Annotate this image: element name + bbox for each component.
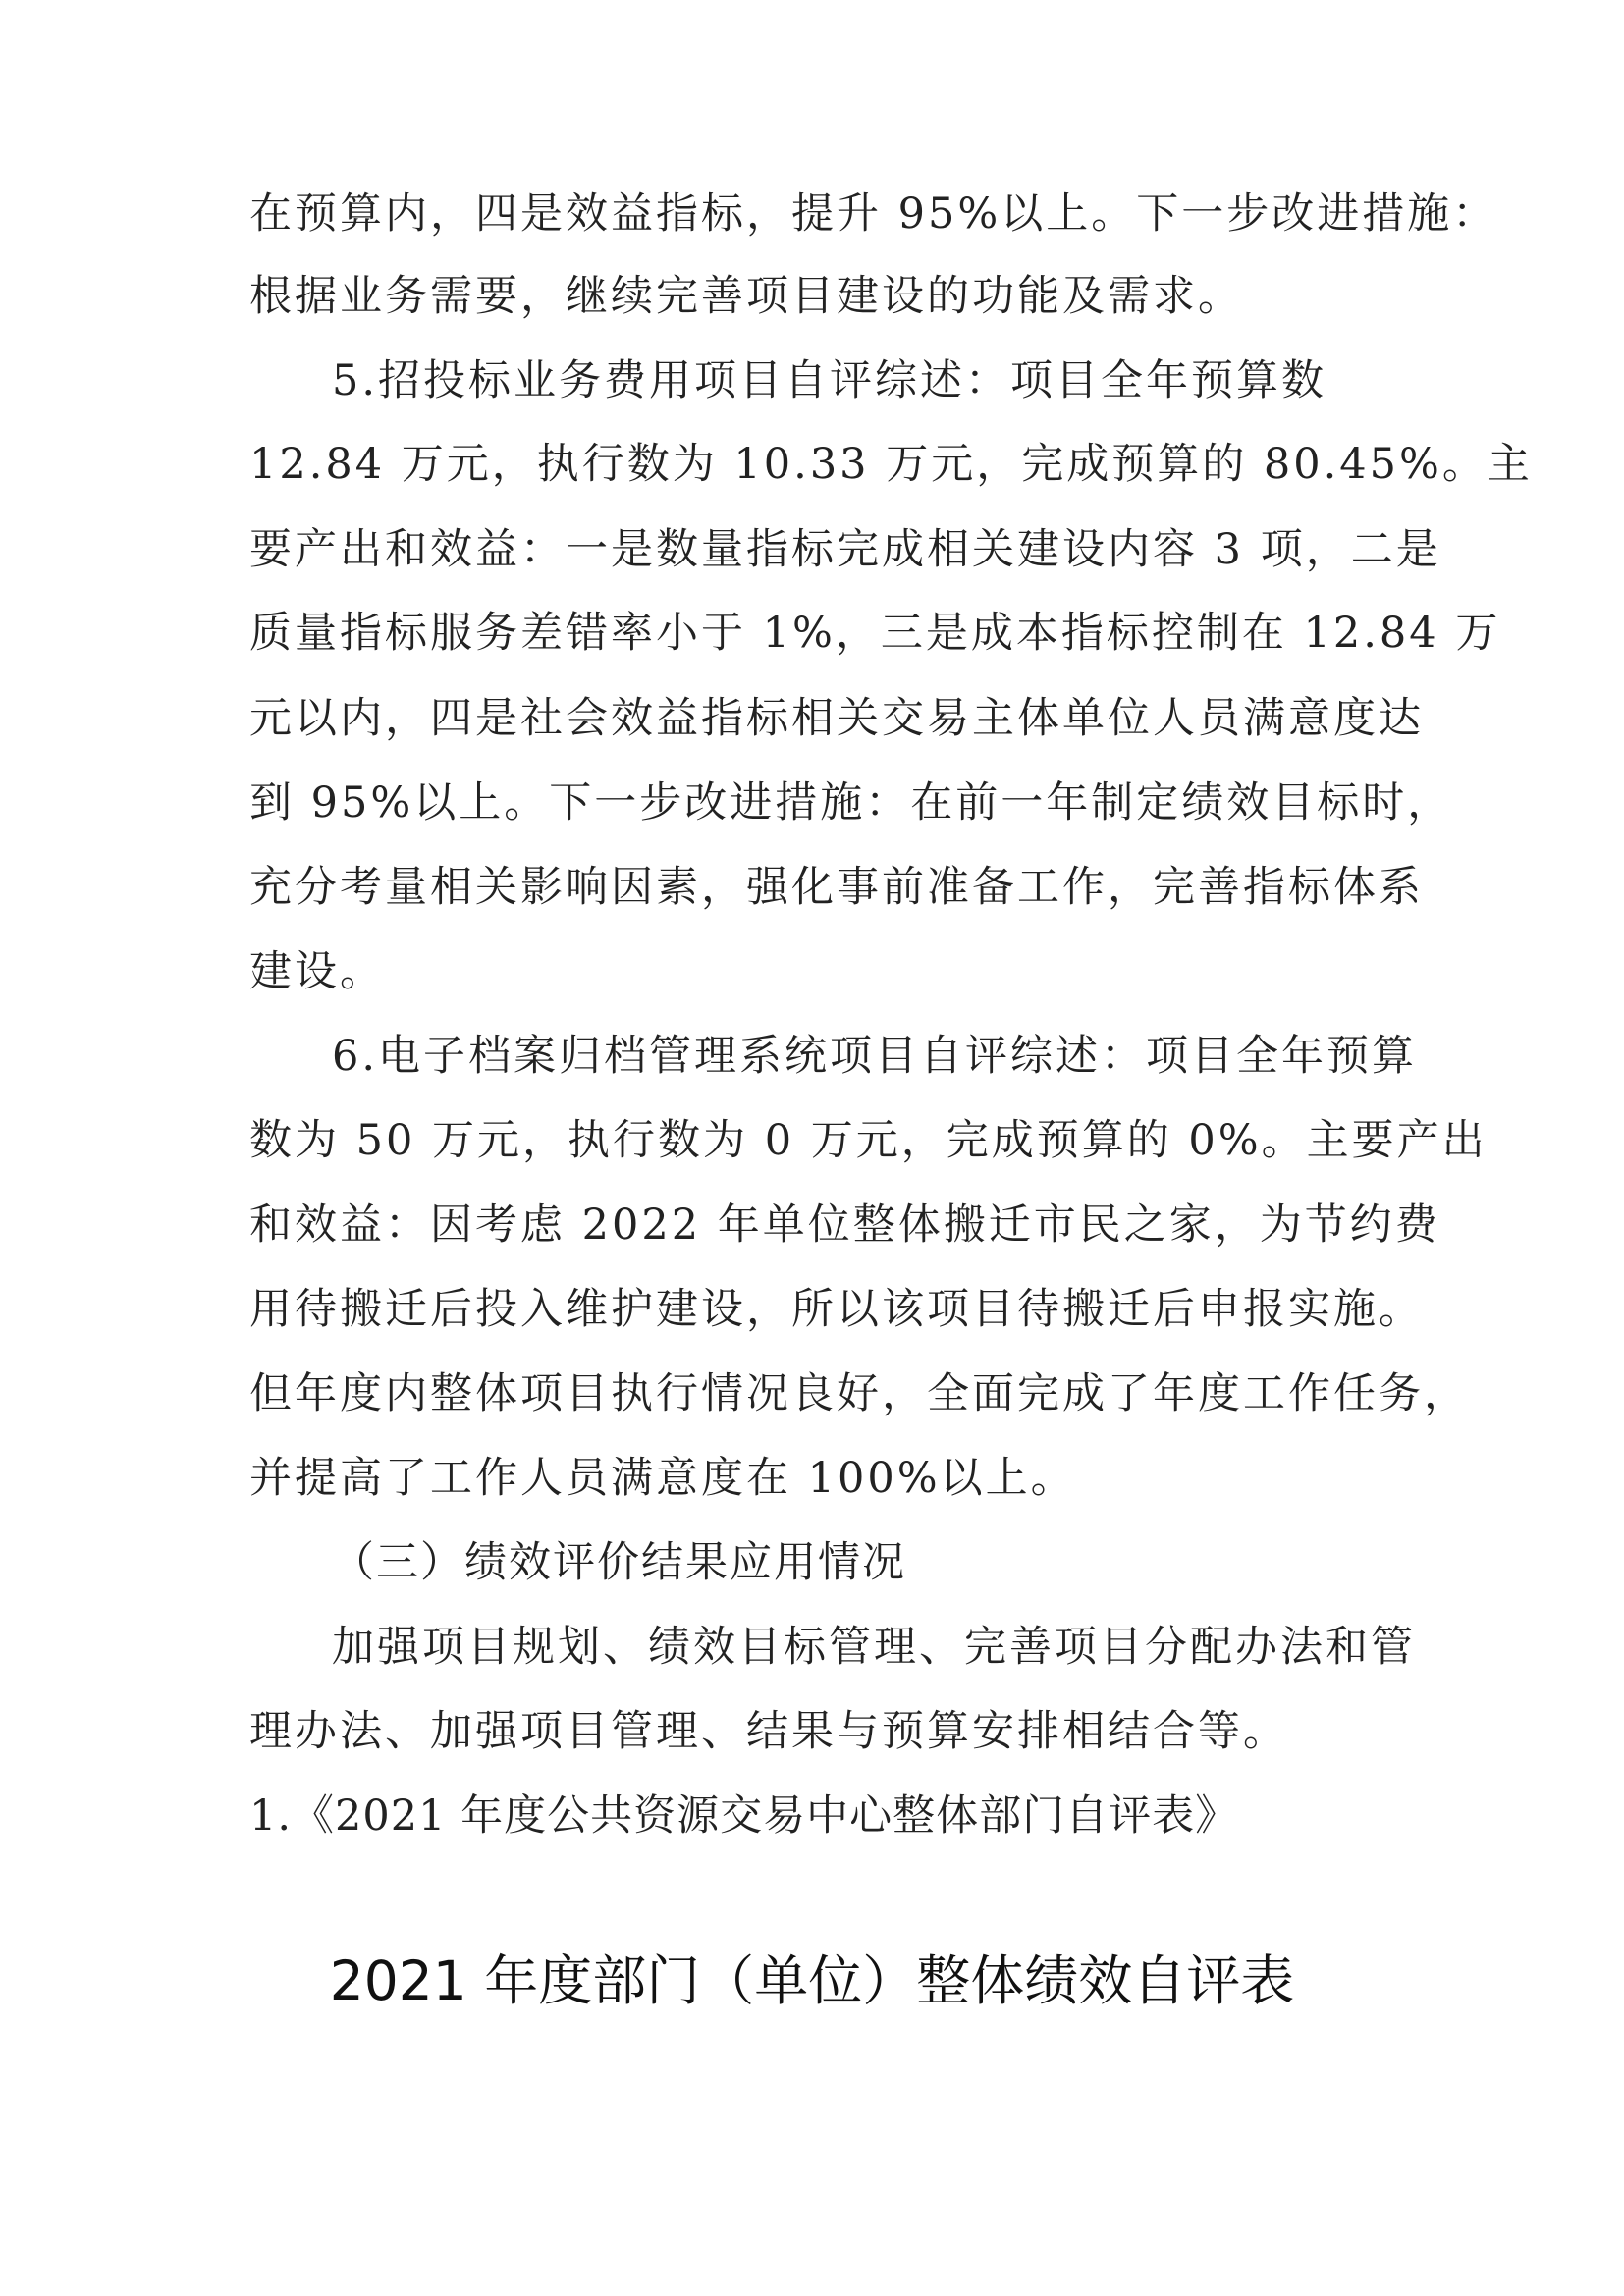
paragraph-line: 和效益：因考虑 2022 年单位整体搬迁市民之家，为节约费: [249, 1201, 1440, 1250]
paragraph-line: 加强项目规划、绩效目标管理、完善项目分配办法和管: [332, 1623, 1416, 1672]
paragraph-line: 数为 50 万元，执行数为 0 万元，完成预算的 0%。主要产出: [249, 1116, 1488, 1165]
paragraph-line: 元以内，四是社会效益指标相关交易主体单位人员满意度达: [249, 694, 1424, 743]
section-subheading: （三）绩效评价结果应用情况: [332, 1538, 906, 1587]
paragraph-line: 用待搬迁后投入维护建设，所以该项目待搬迁后申报实施。: [249, 1285, 1424, 1334]
attachment-reference: 1.《2021 年度公共资源交易中心整体部门自评表》: [249, 1791, 1239, 1841]
paragraph-line: 质量指标服务差错率小于 1%，三是成本指标控制在 12.84 万: [249, 609, 1501, 658]
paragraph-line: 要产出和效益：一是数量指标完成相关建设内容 3 项，二是: [249, 525, 1441, 574]
paragraph-line: 在预算内，四是效益指标，提升 95%以上。下一步改进措施：: [249, 189, 1498, 239]
paragraph-line: 12.84 万元，执行数为 10.33 万元，完成预算的 80.45%。主: [249, 440, 1533, 489]
paragraph-line: 根据业务需要，继续完善项目建设的功能及需求。: [249, 272, 1243, 321]
paragraph-line: 充分考量相关影响因素，强化事前准备工作，完善指标体系: [249, 863, 1424, 912]
paragraph-line: 并提高了工作人员满意度在 100%以上。: [249, 1454, 1076, 1503]
paragraph-line: 建设。: [249, 947, 385, 996]
paragraph-line: 6.电子档案归档管理系统项目自评综述：项目全年预算: [332, 1032, 1418, 1081]
paragraph-line: 5.招投标业务费用项目自评综述：项目全年预算数: [332, 356, 1327, 405]
table-title: 2021 年度部门（单位）整体绩效自评表: [329, 1949, 1295, 2012]
paragraph-line: 到 95%以上。下一步改进措施：在前一年制定绩效目标时，: [249, 778, 1453, 828]
paragraph-line: 但年度内整体项目执行情况良好，全面完成了年度工作任务，: [249, 1369, 1469, 1418]
paragraph-line: 理办法、加强项目管理、结果与预算安排相结合等。: [249, 1707, 1288, 1756]
